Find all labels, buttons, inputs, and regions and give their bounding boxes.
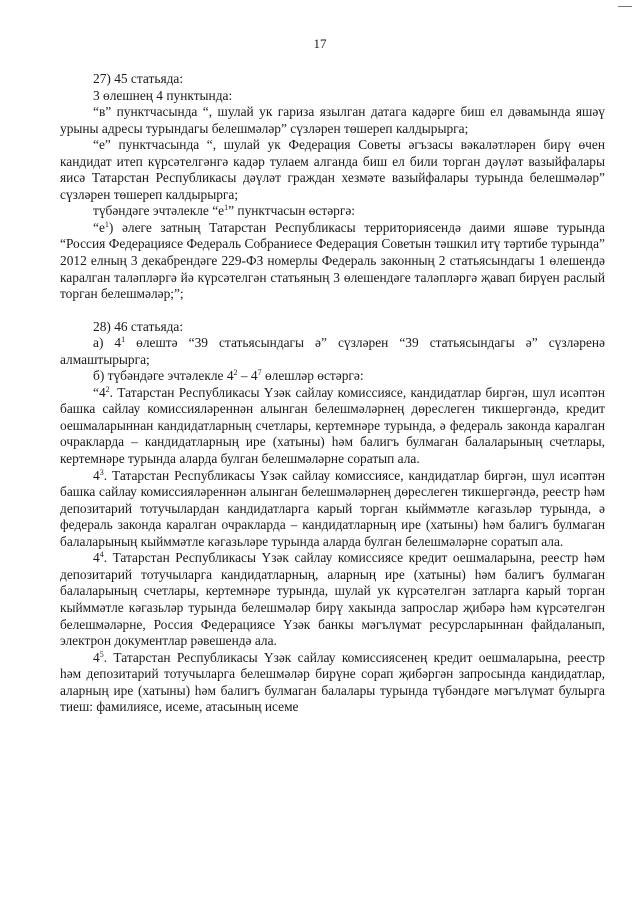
p42-superscript: 2 xyxy=(105,384,110,394)
article-28-heading: 28) 46 статьяда: xyxy=(93,318,184,334)
item-b-start: б) түбәндәге эчтәлекле 4 xyxy=(93,368,234,384)
add-superscript: 1 xyxy=(224,203,229,213)
e1-superscript: 1 xyxy=(104,219,109,229)
item-a-superscript: 1 xyxy=(121,335,126,345)
p42-text: . Татарстан Республикасы Үзәк сайлау комиссиясе, кандидатлар биргән, шул исәптән башка сайлау комиссияләреннән алынган белешмәләрнең дөреслеген тикшергәндә, кредит оешмаларыннан кандидатларның счетлары, кертемнәре турында, ә федераль законда каралган очракларда – кандидатларның ире (хатыны) һәм балигъ булмаган балаларының счетлары, кертемнәре турында аларда булган белешмәләрне соратып ала. xyxy=(60,384,605,467)
e1-text-end: ) әлеге затның Татарстан Республикасы территориясендә даими яшәве турында “Россия Федерациясе Федераль Собраниесе Федерация Советын тәшкил итү тәртибе турында” 2012 елның 3 декабрендәге 229-ФЗ номерлы Федераль законның 2 статьясындагы 1 өлешендә каралган таләпләргә йә күрсәтелгән статьяның 3 өлешендәге таләпләргә җавап бирүен раслый торган белешмәләр;”; xyxy=(60,219,605,302)
p45-start: 4 xyxy=(93,649,100,665)
page-number: 17 xyxy=(313,36,327,51)
paragraph-4-5 xyxy=(60,650,605,716)
article-27-paragraph-e1 xyxy=(60,220,605,303)
p44-start: 4 xyxy=(93,550,100,566)
document-body xyxy=(60,71,605,716)
p45-superscript: 5 xyxy=(99,649,104,659)
p43-text: . Татарстан Республикасы Үзәк сайлау комиссиясе, кандидатлар биргән, шул исәптән башка сайлау комиссияләреннән алынган белешмәләрнең дөреслеген тикшергәндә, реестр һәм депозитарий тотучылардан кандидатларга карый торган кыйммәтле кәгазьләр турында, ә федераль законда каралган очракларда – кандидатларның ире (хатыны) һәм балигъ булмаган балаларының кыйммәтле кәгазьләре турында аларда булган белешмәләрне соратып ала. xyxy=(60,467,605,549)
item-b-end: өлешләр өстәргә: xyxy=(261,368,364,384)
article-27-paragraph-e: “е” пунктчасында “, шулай ук Федерация Советы әгъзасы вәкаләтләрен бирү өчен кандидат итеп күрсәтелгәнгә кадәр тулаем алганда биш ел били торган дәүләт вазыйфалары яисә Татарстан Республикасы дәүләт граждан хезмәте вазыйфалары турында белешмәләр” сүзләрен төшереп калдырырга; xyxy=(60,137,605,202)
item-b-superscript-2: 7 xyxy=(257,368,262,378)
p43-superscript: 3 xyxy=(99,467,104,477)
e1-text-start: “е xyxy=(93,219,105,235)
article-27-heading: 27) 45 статьяда: xyxy=(93,71,184,86)
article-28-item-b xyxy=(60,368,605,385)
article-27-paragraph-v: “в” пунктчасында “, шулай ук гариза язылган датага кадәрге биш ел дәвамында яшәү урыны адресы турындагы белешмәләр” сүзләрен төшереп калдырырга; xyxy=(60,104,605,136)
article-27-subheading: 3 өлешнең 4 пунктында: xyxy=(93,87,233,103)
item-a-end: өлештә “39 статьясындагы ә” сүзләрен “39 статьясындагы ә” сүзләренә алмаштырырга; xyxy=(60,335,605,367)
p44-superscript: 4 xyxy=(99,550,104,560)
item-b-middle: – 4 xyxy=(237,368,258,384)
paragraph-4-4 xyxy=(60,550,605,649)
paragraph-4-3 xyxy=(60,468,605,551)
add-text-end: ” пунктчасын өстәргә: xyxy=(228,203,356,219)
p45-text: . Татарстан Республикасы Үзәк сайлау комиссиясенең кредит оешмаларына, реестр һәм депозитарий тотучыларга белешмәләр бирүне сорап җибәргән запросында кандидатлар, аларның ире (хатыны) һәм балигъ булмаган балалары турында түбәндәге мәгълүмат булырга тиеш: фамилиясе, исеме, атасының исеме xyxy=(60,649,605,715)
article-28-item-a xyxy=(60,335,605,368)
section-gap xyxy=(60,303,605,319)
item-b-superscript-1: 2 xyxy=(233,368,238,378)
scan-corner-mark xyxy=(618,0,632,7)
item-a-start: а) 4 xyxy=(93,335,122,351)
p43-start: 4 xyxy=(93,467,100,483)
paragraph-4-2 xyxy=(60,385,605,468)
p44-text: . Татарстан Республикасы Үзәк сайлау комиссиясе кредит оешмаларына, реестр һәм депозитарий тотучыларга кандидатларның, аларның ире (хатыны) һәм балигъ булмаган балаларының счетлары, кертемнәре турында, шулай ук күрсәтелгән затларга карый торган кыйммәтле кәгазьләр турында белешмәләр бирү хакында запрослар җибәрә һәм күрсәтелгән белешмәләрне, Россия Федерациясе Үзәк банкы мәгълүмат ресурсларыннан файдаланып, электрон документлар рәвешендә ала. xyxy=(60,550,605,649)
article-27-paragraph-add xyxy=(60,203,605,220)
add-text-start: түбәндәге эчтәлекле “е xyxy=(93,203,225,219)
p42-start: “4 xyxy=(93,384,106,400)
